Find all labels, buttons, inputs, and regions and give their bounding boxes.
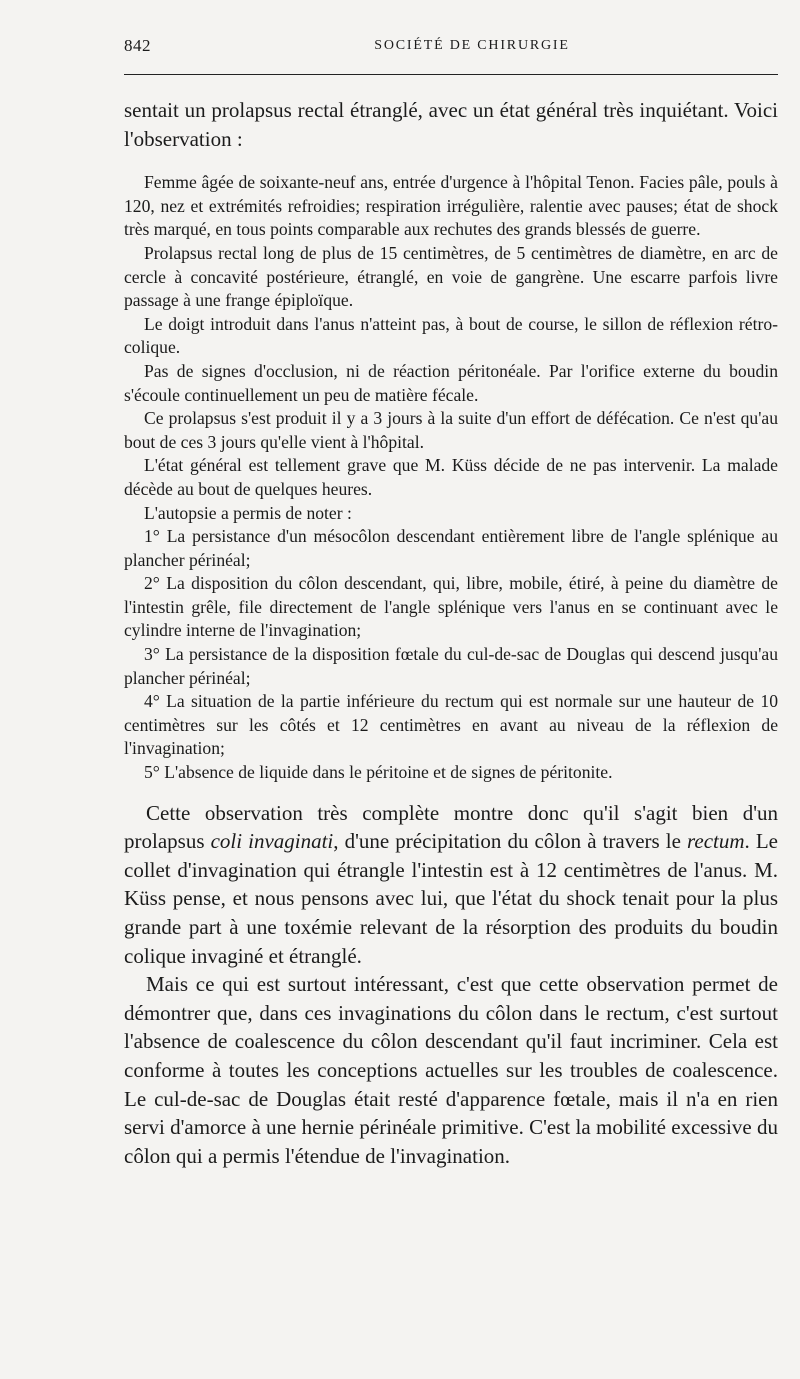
autopsy-finding-2: 2° La disposition du côlon descendant, qui, libre, mobile, étiré, à peine du diamètre de l'intestin grêle, file directement de l'angle splénique vers l'anus en se continuant avec le cylindre interne de l'invagination;	[124, 573, 778, 641]
observation-paragraph: L'état général est tellement grave que M. Küss décide de ne pas intervenir. La malade décède au bout de quelques heures.	[124, 455, 778, 499]
discussion-block	[124, 799, 778, 1171]
italic-term: coli invaginati	[210, 829, 334, 854]
observation-paragraph: Le doigt introduit dans l'anus n'atteint pas, à bout de course, le sillon de réflexion rétro-colique.	[124, 313, 778, 358]
header-rule	[124, 74, 778, 75]
page-header	[124, 36, 780, 62]
observation-paragraph: Femme âgée de soixante-neuf ans, entrée d'urgence à l'hôpital Tenon. Facies pâle, pouls à 120, nez et extrémités refroidies; respiration irrégulière, ralentie avec pauses; état de shock très marqué, en tous points comparable aux rechutes des grands blessés de guerre.	[124, 172, 778, 240]
autopsy-finding-5: 5° L'absence de liquide dans le péritoine et de signes de péritonite.	[144, 762, 613, 783]
observation-paragraph: L'autopsie a permis de noter :	[144, 502, 352, 523]
autopsy-finding-3: 3° La persistance de la disposition fœtale du cul-de-sac de Douglas qui descend jusqu'au plancher périnéal;	[124, 644, 778, 688]
observation-paragraph: Pas de signes d'occlusion, ni de réaction péritonéale. Par l'orifice externe du boudin s'écoule continuellement un peu de matière fécale.	[124, 360, 778, 405]
observation-paragraph: Prolapsus rectal long de plus de 15 centimètres, de 5 centimètres de diamètre, en arc de cercle à concavité postérieure, étranglé, en voie de gangrène. Une escarre parfois livre passage à une frange épiploïque.	[124, 242, 778, 311]
body-text	[124, 96, 778, 1170]
autopsy-finding-1: 1° La persistance d'un mésocôlon descendant entièrement libre de l'angle splénique au plancher périnéal;	[124, 526, 778, 570]
discussion-paragraph-1	[124, 799, 778, 971]
discussion-paragraph-2: Mais ce qui est surtout intéressant, c'est que cette observation permet de démontrer que, dans ces invaginations du côlon dans le rectum, c'est surtout l'absence de coalescence du côlon descendant qu'il faut incriminer. Cela est conforme à toutes les conceptions actuelles sur les troubles de coalescence. Le cul-de-sac de Douglas était resté d'apparence fœtale, mais il n'a en rien servi d'amorce à une hernie périnéale primitive. C'est la mobilité excessive du côlon qui a permis l'étendue de l'invagination.	[124, 972, 778, 1168]
autopsy-finding-4: 4° La situation de la partie inférieure du rectum qui est normale sur une hauteur de 10 centimètres sur les côtés et 12 centimètres en avant au niveau de la réflexion de l'invagination;	[124, 691, 778, 759]
running-title: SOCIÉTÉ DE CHIRURGIE	[374, 38, 570, 53]
discussion-text: Cette observation très complète montre donc qu'il s'agit bien d'un prolapsus	[124, 800, 778, 854]
page-number: 842	[124, 36, 151, 55]
intro-paragraph: sentait un prolapsus rectal étranglé, avec un état général très inquiétant. Voici l'observation :	[124, 98, 778, 151]
discussion-text: , d'une précipitation du côlon à travers le	[333, 829, 687, 854]
italic-term: rectum	[687, 829, 745, 854]
observation-block	[124, 171, 778, 784]
observation-paragraph: Ce prolapsus s'est produit il y a 3 jours à la suite d'un effort de défécation. Ce n'est qu'au bout de ces 3 jours qu'elle vient à l'hôpital.	[124, 408, 778, 452]
discussion-text: . Le collet d'invagination qui étrangle l'intestin est à 12 centimètres de l'anus. M. Küss pense, et nous pensons avec lui, que l'état du shock tenait pour la plus grande part à une toxémie relevant de la résorption des produits du boudin colique invaginé et étranglé.	[124, 829, 779, 968]
